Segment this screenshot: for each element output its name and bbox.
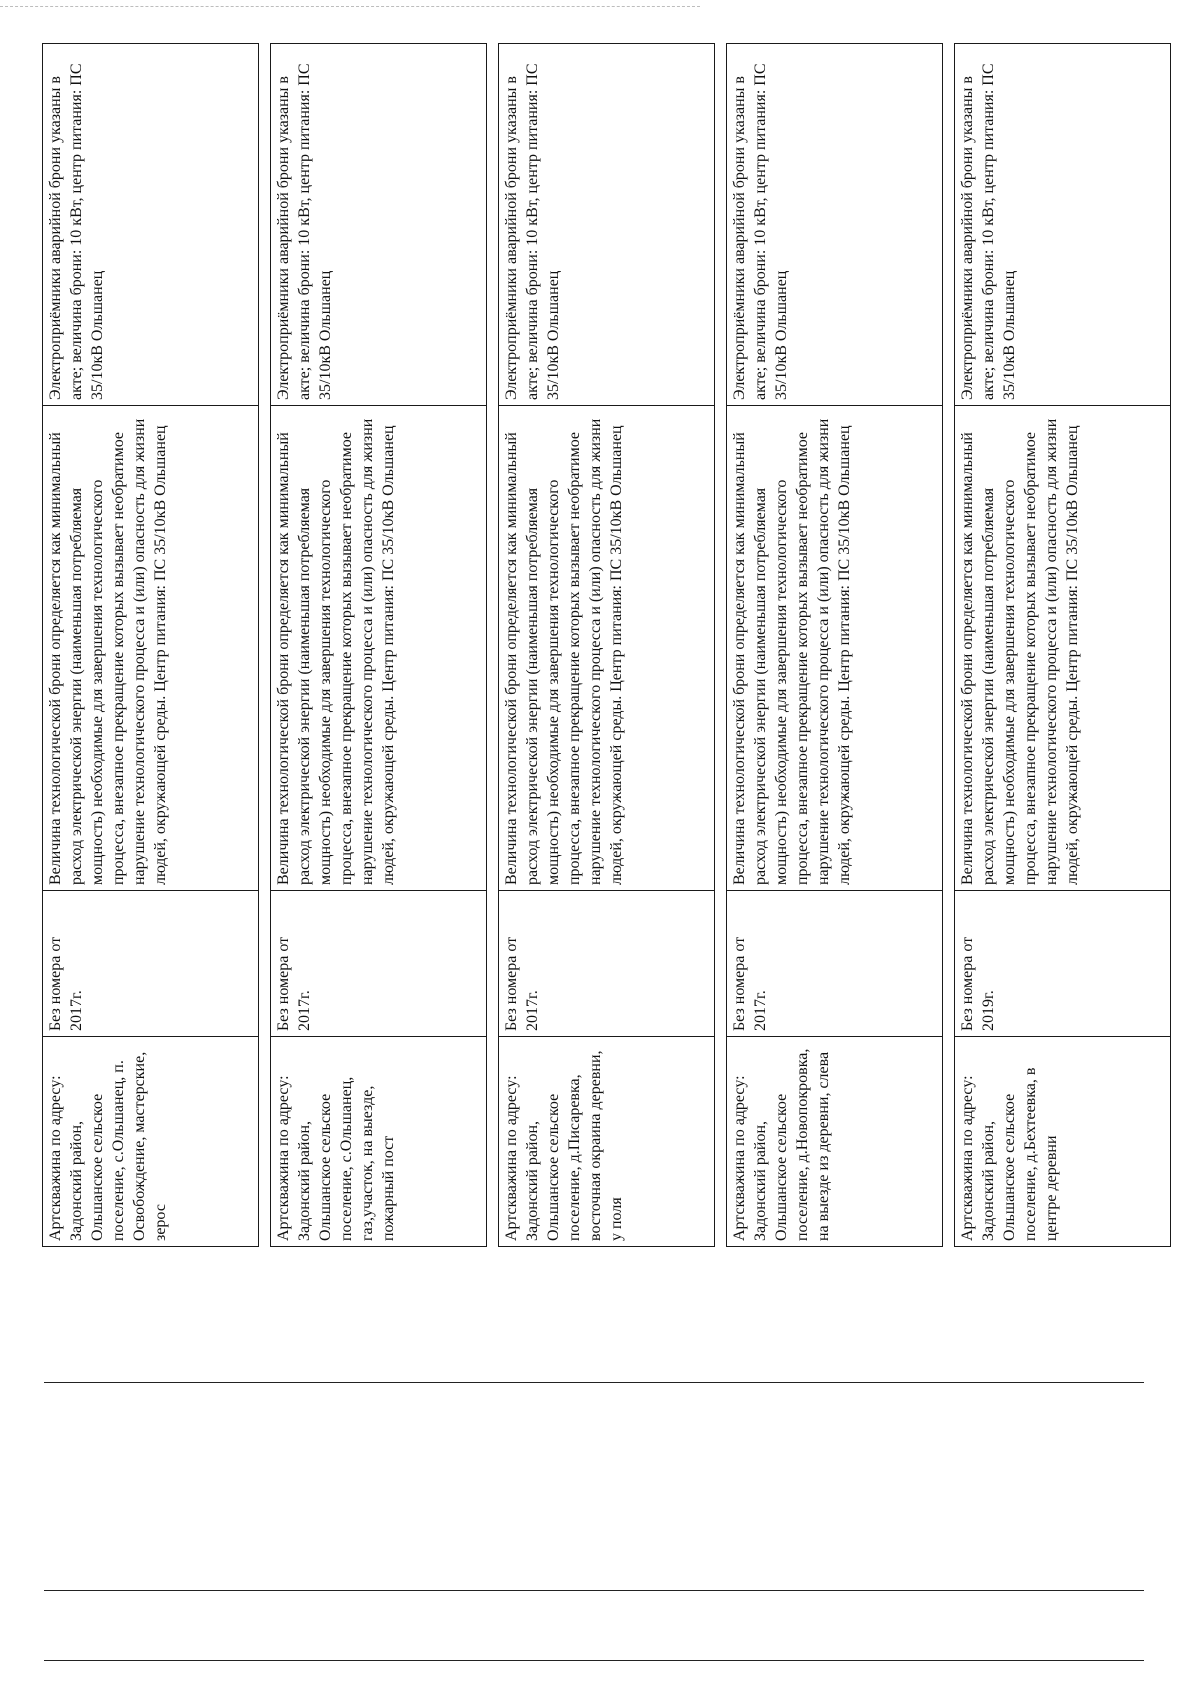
gap-cell [715,44,727,1247]
horizontal-rule [44,1590,1144,1591]
address-cell: Артскважина по адресу: Задонский район, Ольшанское сельское поселение, с.Ольшанец, п. Освобождение, мастерские, зерос [43,1037,259,1247]
tech-reserve-cell: Величина технологической брони определяется как минимальный расход электрической энергии (наименьшая потребляемая мощность) необходимые для завершения технологического процесса, внезапное прекращение которых вызывает необратимое нарушение технологического процесса и (или) опасность для жизни людей, окружающей среды. Центр питания: ПС 35/10кВ Ольшанец [499,406,715,891]
tech-reserve-cell: Величина технологической брони определяется как минимальный расход электрической энергии (наименьшая потребляемая мощность) необходимые для завершения технологического процесса, внезапное прекращение которых вызывает необратимое нарушение технологического процесса и (или) опасность для жизни людей, окружающей среды. Центр питания: ПС 35/10кВ Ольшанец [271,406,487,891]
address-cell: Артскважина по адресу: Задонский район, Ольшанское сельское поселение, д.Новопокровка, на выезде из деревни, слева [727,1037,943,1247]
emergency-reserve-cell: Электроприёмники аварийной брони указаны в акте; величина брони: 10 кВт, центр питания: ПС 35/10кВ Ольшанец [955,44,1171,406]
emergency-reserve-table [42,43,1171,1247]
emergency-reserve-cell: Электроприёмники аварийной брони указаны в акте; величина брони: 10 кВт, центр питания: ПС 35/10кВ Ольшанец [727,44,943,406]
gap-cell [943,44,955,1247]
address-cell: Артскважина по адресу: Задонский район, Ольшанское сельское поселение, д.Писаревка, восточная окраина деревни, у поля [499,1037,715,1247]
scan-edge-line [0,6,700,7]
emergency-reserve-cell: Электроприёмники аварийной брони указаны в акте; величина брони: 10 кВт, центр питания: ПС 35/10кВ Ольшанец [499,44,715,406]
address-cell: Артскважина по адресу: Задонский район, Ольшанское сельское поселение, д.Бехтеевка, в центре деревни [955,1037,1171,1247]
row-gap [487,44,499,1247]
tech-reserve-cell: Величина технологической брони определяется как минимальный расход электрической энергии (наименьшая потребляемая мощность) необходимые для завершения технологического процесса, внезапное прекращение которых вызывает необратимое нарушение технологического процесса и (или) опасность для жизни людей, окружающей среды. Центр питания: ПС 35/10кВ Ольшанец [727,406,943,891]
table-row [955,44,1171,1247]
tech-reserve-cell: Величина технологической брони определяется как минимальный расход электрической энергии (наименьшая потребляемая мощность) необходимые для завершения технологического процесса, внезапное прекращение которых вызывает необратимое нарушение технологического процесса и (или) опасность для жизни людей, окружающей среды. Центр питания: ПС 35/10кВ Ольшанец [43,406,259,891]
horizontal-rule [44,1660,1144,1661]
tech-reserve-cell: Величина технологической брони определяется как минимальный расход электрической энергии (наименьшая потребляемая мощность) необходимые для завершения технологического процесса, внезапное прекращение которых вызывает необратимое нарушение технологического процесса и (или) опасность для жизни людей, окружающей среды. Центр питания: ПС 35/10кВ Ольшанец [955,406,1171,891]
emergency-reserve-cell: Электроприёмники аварийной брони указаны в акте; величина брони: 10 кВт, центр питания: ПС 35/10кВ Ольшанец [271,44,487,406]
act-cell: Без номера от 2017г. [727,891,943,1037]
act-cell: Без номера от 2017г. [499,891,715,1037]
table-row [727,44,943,1247]
horizontal-rule [44,1382,1144,1383]
row-gap [259,44,271,1247]
emergency-reserve-cell: Электроприёмники аварийной брони указаны в акте; величина брони: 10 кВт, центр питания: ПС 35/10кВ Ольшанец [43,44,259,406]
table-row [271,44,487,1247]
act-cell: Без номера от 2017г. [43,891,259,1037]
gap-cell [487,44,499,1247]
act-cell: Без номера от 2017г. [271,891,487,1037]
table-row [43,44,259,1247]
act-cell: Без номера от 2019г. [955,891,1171,1037]
gap-cell [259,44,271,1247]
rotated-table-container [42,44,1133,1247]
row-gap [715,44,727,1247]
table-row [499,44,715,1247]
address-cell: Артскважина по адресу: Задонский район, Ольшанское сельское поселение, с.Ольшанец, газ,участок, на выезде, пожарный пост [271,1037,487,1247]
row-gap [943,44,955,1247]
